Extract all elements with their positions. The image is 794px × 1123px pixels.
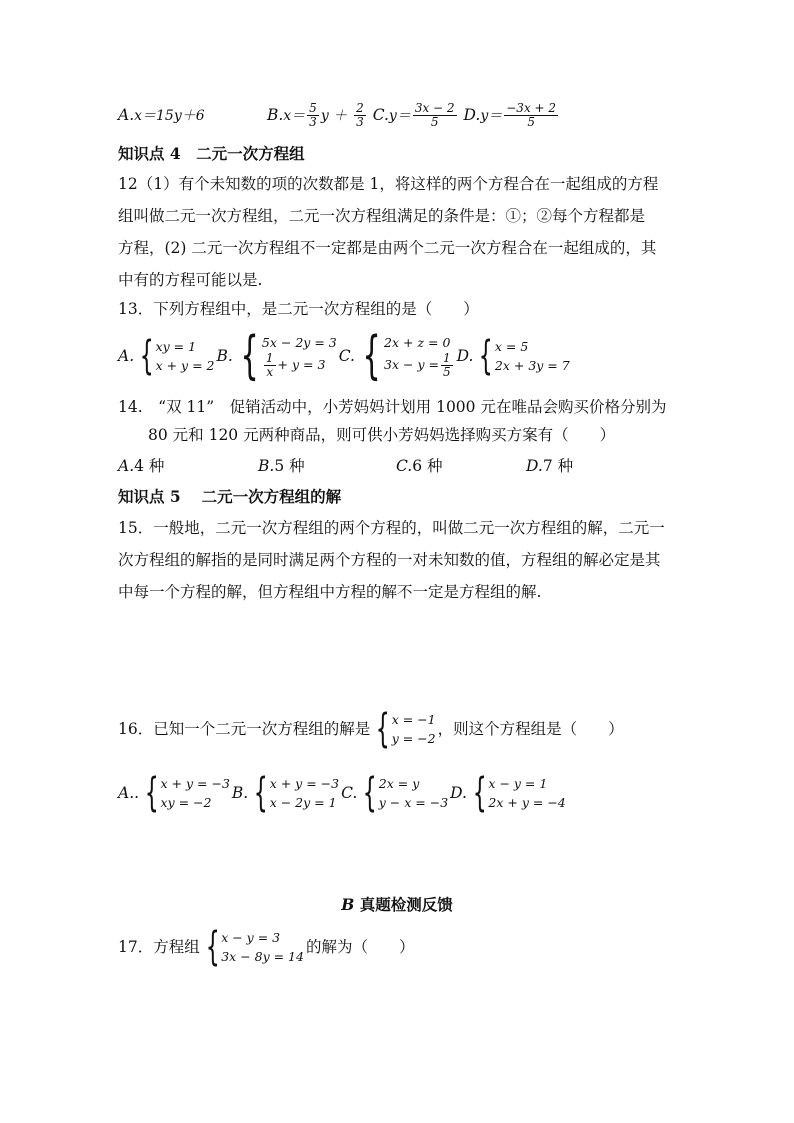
q15-line: 中每一个方程的解，但方程组中方程的解不一定是方程组的解.: [118, 583, 542, 601]
q11-option-d: D.y＝ $\frac{-3x + 2}{5}$: [463, 101, 557, 129]
section-b-heading: B 真题检测反馈: [341, 895, 453, 914]
q12-line: 方程，(2) 二元一次方程组不一定都是由两个二元一次方程合在一起组成的，其: [118, 239, 657, 257]
q16-stem: 16．已知一个二元一次方程组的解是 { x = −1 y = −2 ，则这个方程组是（ ）: [118, 706, 624, 752]
q14-option-d: D.7 种: [526, 457, 574, 475]
equation-system: { 2x + z = 0 3x − y = $\frac{1}{5}$: [362, 326, 451, 386]
q11-option-a: A.x＝15y＋6: [118, 105, 205, 124]
q14-line: 80 元和 120 元两种商品，则可供小芳妈妈选择购买方案有（ ）: [148, 426, 616, 444]
fraction: $\frac{3x - 2}{5}$: [414, 101, 455, 129]
equation-system: { x + y = −3 xy = −2: [144, 770, 230, 816]
section-5-heading: 知识点 5 二元一次方程组的解: [118, 487, 342, 506]
q12-line: 组叫做二元一次方程组，二元一次方程组满足的条件是：①；②每个方程都是: [118, 207, 646, 225]
q14-line: 14. “双 11” 促销活动中，小芳妈妈计划用 1000 元在唯品会购买价格分别为: [118, 398, 667, 416]
q14-option-c: C.6 种: [396, 457, 443, 475]
q14-options: [118, 455, 573, 477]
q12-line: 中有的方程可能以是.: [118, 271, 263, 289]
equation-system: { x + y = −3 x − 2y = 1: [253, 770, 340, 816]
q17-stem: 17．方程组 { x − y = 3 3x − 8y = 14 的解为（ ）: [118, 924, 415, 970]
q11-options: [118, 102, 560, 129]
question-15: [118, 512, 678, 608]
q13-stem: 13．下列方程组中，是二元一次方程组的是（ ）: [118, 300, 479, 318]
q11-option-b: B.x＝ $\frac{5}{3}$ y ＋ $\frac{2}{3}$: [266, 101, 364, 129]
fraction: $\frac{5}{3}$: [309, 101, 317, 129]
equation-system: { x − y = 3 3x − 8y = 14: [205, 924, 304, 970]
section-4-heading: 知识点 4 二元一次方程组: [118, 144, 305, 163]
q12-line: 12（1）有个未知数的项的次数都是 1，将这样的两个方程合在一起组成的方程: [118, 175, 659, 193]
q16-options: A.. { x + y = −3 xy = −2 B. { x + y = −3 x − 2y = 1 C. { 2x = y y − x = −3 D. { x − y = 1 2x + y = −4: [118, 770, 566, 816]
equation-system: { x = −1 y = −2: [375, 706, 436, 752]
equation-system: { 5x − 2y = 3 $\frac{1}{x}$ + y = 3: [240, 326, 337, 386]
q13-options: A. { xy = 1 x + y = 2 B. { 5x − 2y = 3 $\frac{1}{x}$ + y = 3 C. { 2x + z = 0 3x − y = $\frac{1}{5}$ D. { x = 5 2x + 3y = 7: [118, 326, 570, 386]
equation-system: { xy = 1 x + y = 2: [139, 333, 215, 379]
equation-system: { x − y = 1 2x + y = −4: [472, 770, 566, 816]
equation-system: { x = 5 2x + 3y = 7: [479, 333, 570, 379]
equation-system: { 2x = y y − x = −3: [363, 770, 449, 816]
q14-option-b: B.5 种: [258, 457, 305, 475]
fraction: $\frac{-3x + 2}{5}$: [506, 101, 557, 129]
q11-option-c: C.y＝ $\frac{3x - 2}{5}$: [372, 101, 455, 129]
q15-line: 15．一般地，二元一次方程组的两个方程的，叫做二元一次方程组的解，二元一: [118, 519, 665, 537]
question-12: [118, 168, 678, 296]
q15-line: 次方程组的解指的是同时满足两个方程的一对未知数的值，方程组的解必定是其: [118, 551, 661, 569]
fraction: $\frac{2}{3}$: [356, 101, 364, 129]
q14-option-a: A.4 种: [118, 457, 165, 475]
